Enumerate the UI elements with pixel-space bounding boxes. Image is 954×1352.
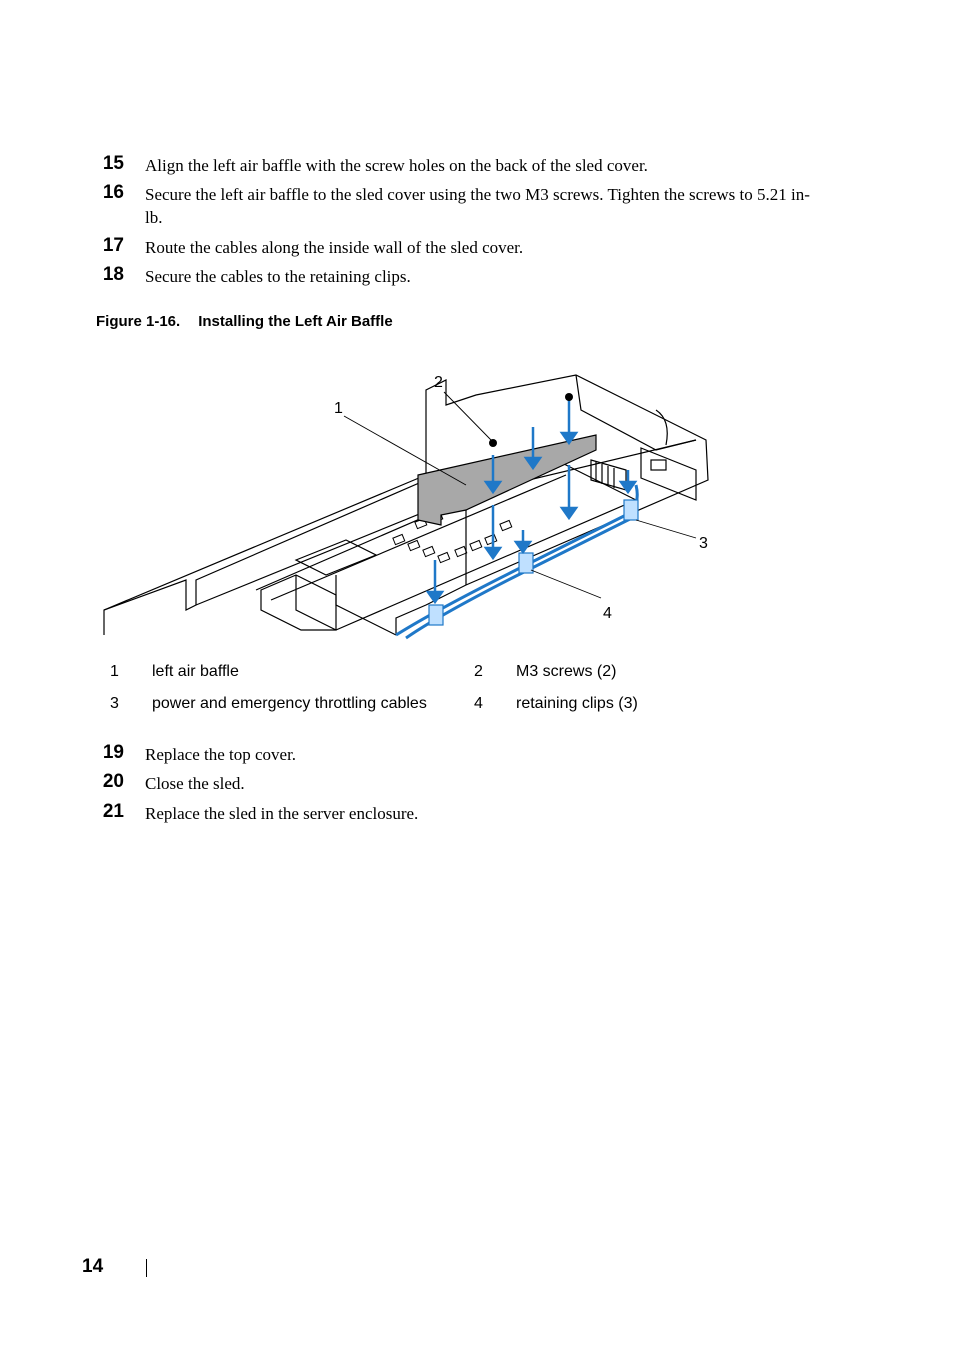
step-text: Route the cables along the inside wall of the sled cover. xyxy=(145,238,524,257)
callout-2: 2 xyxy=(434,374,443,391)
legend-row xyxy=(96,688,716,720)
legend-text: retaining clips (3) xyxy=(516,695,638,712)
figure-label: Figure 1-16. xyxy=(96,313,181,330)
step-number: 21 xyxy=(102,801,124,822)
step-number: 19 xyxy=(102,742,124,763)
callout-4: 4 xyxy=(603,605,612,622)
page-number: 14 xyxy=(82,1256,104,1277)
callout-3: 3 xyxy=(699,535,708,552)
m3-screws xyxy=(489,393,573,447)
step-number: 15 xyxy=(102,153,124,174)
legend-text: left air baffle xyxy=(152,663,239,680)
step-number: 16 xyxy=(102,182,124,203)
legend-number: 4 xyxy=(474,695,483,712)
step-number: 20 xyxy=(102,771,124,792)
step-text: Secure the cables to the retaining clips. xyxy=(145,267,411,286)
sled-chassis-outline xyxy=(104,375,708,635)
step-text: Secure the left air baffle to the sled cover using the two M3 screws. Tighten the screws to 5.21 in-lb. xyxy=(145,185,810,227)
figure-title: Installing the Left Air Baffle xyxy=(198,313,393,330)
callout-1: 1 xyxy=(334,400,343,417)
figure-caption xyxy=(96,313,393,330)
legend-text: M3 screws (2) xyxy=(516,663,617,680)
legend-number: 3 xyxy=(110,695,119,712)
step-text: Close the sled. xyxy=(145,774,245,793)
step-text: Replace the sled in the server enclosure. xyxy=(145,804,419,823)
legend-number: 2 xyxy=(474,663,483,680)
sled-illustration xyxy=(96,360,736,640)
step-number: 18 xyxy=(102,264,124,285)
figure-legend xyxy=(96,656,716,720)
legend-text: power and emergency throttling cables xyxy=(152,695,427,712)
legend-number: 1 xyxy=(110,663,119,680)
footer-divider xyxy=(146,1259,147,1277)
step-text: Replace the top cover. xyxy=(145,745,297,764)
step-text: Align the left air baffle with the screw holes on the back of the sled cover. xyxy=(145,156,648,175)
step-number: 17 xyxy=(102,235,124,256)
legend-row xyxy=(96,656,716,688)
